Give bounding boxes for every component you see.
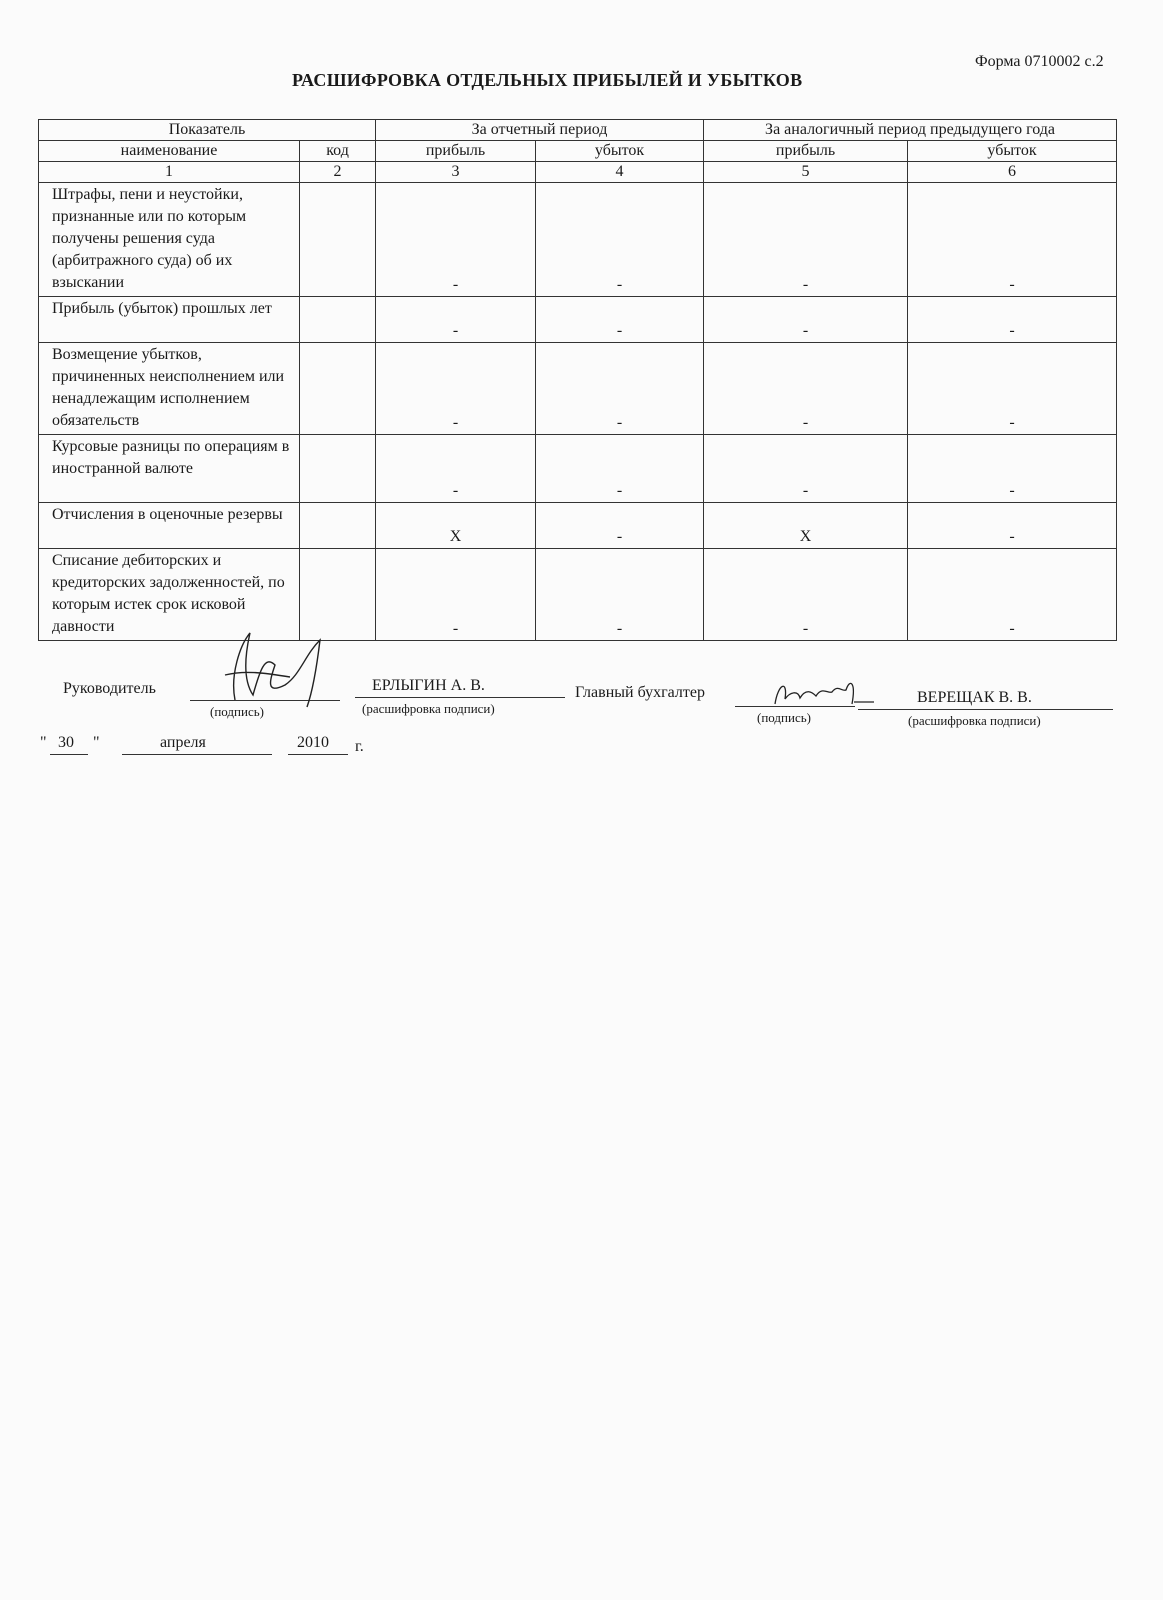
header-current-profit: прибыль [376,141,536,162]
row-current-loss: - [536,343,704,435]
column-number: 6 [908,162,1117,183]
row-name: Штрафы, пени и неустойки, признанные или по которым получены решения суда (арбитражного суда) об их взыскании [39,183,300,297]
row-code [300,435,376,503]
row-previous-profit: - [704,297,908,343]
row-previous-profit: - [704,549,908,641]
row-current-loss: - [536,297,704,343]
table-row [39,435,1117,503]
table-row [39,343,1117,435]
row-name: Возмещение убытков, причиненных неисполнением или ненадлежащим исполнением обязательств [39,343,300,435]
column-number: 1 [39,162,300,183]
column-number: 4 [536,162,704,183]
row-previous-loss: - [908,183,1117,297]
accountant-signature-image [770,674,880,714]
table-row [39,503,1117,549]
chief-accountant-name: ВЕРЕЩАК В. В. [917,689,1032,706]
row-code [300,503,376,549]
accountant-signature-caption: (подпись) [757,710,811,725]
row-current-profit: - [376,343,536,435]
header-row-2 [39,141,1117,162]
header-previous-period: За аналогичный период предыдущего года [704,120,1117,141]
row-current-loss: - [536,183,704,297]
row-previous-loss: - [908,297,1117,343]
header-code: код [300,141,376,162]
row-current-loss: - [536,549,704,641]
row-name: Курсовые разницы по операциям в иностранной валюте [39,435,300,503]
date-year-line [288,754,348,755]
row-name: Прибыль (убыток) прошлых лет [39,297,300,343]
row-previous-loss: - [908,343,1117,435]
row-previous-loss: - [908,435,1117,503]
row-current-loss: - [536,503,704,549]
date-day: 30 [58,734,74,751]
row-previous-profit: - [704,343,908,435]
table-row [39,297,1117,343]
date-day-line [50,754,88,755]
head-name-line [355,697,565,698]
column-number: 5 [704,162,908,183]
row-code [300,343,376,435]
date-close-quote: " [93,734,100,751]
date-year-suffix: г. [355,738,364,755]
head-decoding-caption: (расшифровка подписи) [362,701,495,716]
header-current-loss: убыток [536,141,704,162]
row-previous-profit: - [704,435,908,503]
header-current-period: За отчетный период [376,120,704,141]
column-number: 3 [376,162,536,183]
date-open-quote: " [40,734,47,751]
header-previous-loss: убыток [908,141,1117,162]
header-indicator: Показатель [39,120,376,141]
row-previous-profit: - [704,183,908,297]
row-previous-loss: - [908,549,1117,641]
head-name: ЕРЛЫГИН А. В. [372,677,485,694]
row-current-loss: - [536,435,704,503]
table-row [39,549,1117,641]
table-row [39,183,1117,297]
header-name: наименование [39,141,300,162]
row-current-profit: - [376,297,536,343]
head-signature-caption: (подпись) [210,704,264,719]
chief-accountant-label: Главный бухгалтер [575,684,705,701]
form-code: Форма 0710002 с.2 [975,53,1104,70]
accountant-name-line [858,709,1113,710]
column-number: 2 [300,162,376,183]
row-current-profit: X [376,503,536,549]
row-name: Отчисления в оценочные резервы [39,503,300,549]
row-current-profit: - [376,435,536,503]
column-number-row [39,162,1117,183]
row-previous-profit: X [704,503,908,549]
head-signature-image [205,625,355,710]
date-month-line [122,754,272,755]
row-current-profit: - [376,549,536,641]
head-label: Руководитель [63,680,156,697]
row-name: Списание дебиторских и кредиторских задолженностей, по которым истек срок исковой давности [39,549,300,641]
accountant-decoding-caption: (расшифровка подписи) [908,713,1041,728]
row-code [300,297,376,343]
row-current-profit: - [376,183,536,297]
date-year: 2010 [297,734,329,751]
row-previous-loss: - [908,503,1117,549]
document-title: РАСШИФРОВКА ОТДЕЛЬНЫХ ПРИБЫЛЕЙ И УБЫТКОВ [292,70,803,90]
header-row-1 [39,120,1117,141]
row-code [300,183,376,297]
profits-losses-table [38,119,1117,641]
date-month: апреля [160,734,206,751]
header-previous-profit: прибыль [704,141,908,162]
